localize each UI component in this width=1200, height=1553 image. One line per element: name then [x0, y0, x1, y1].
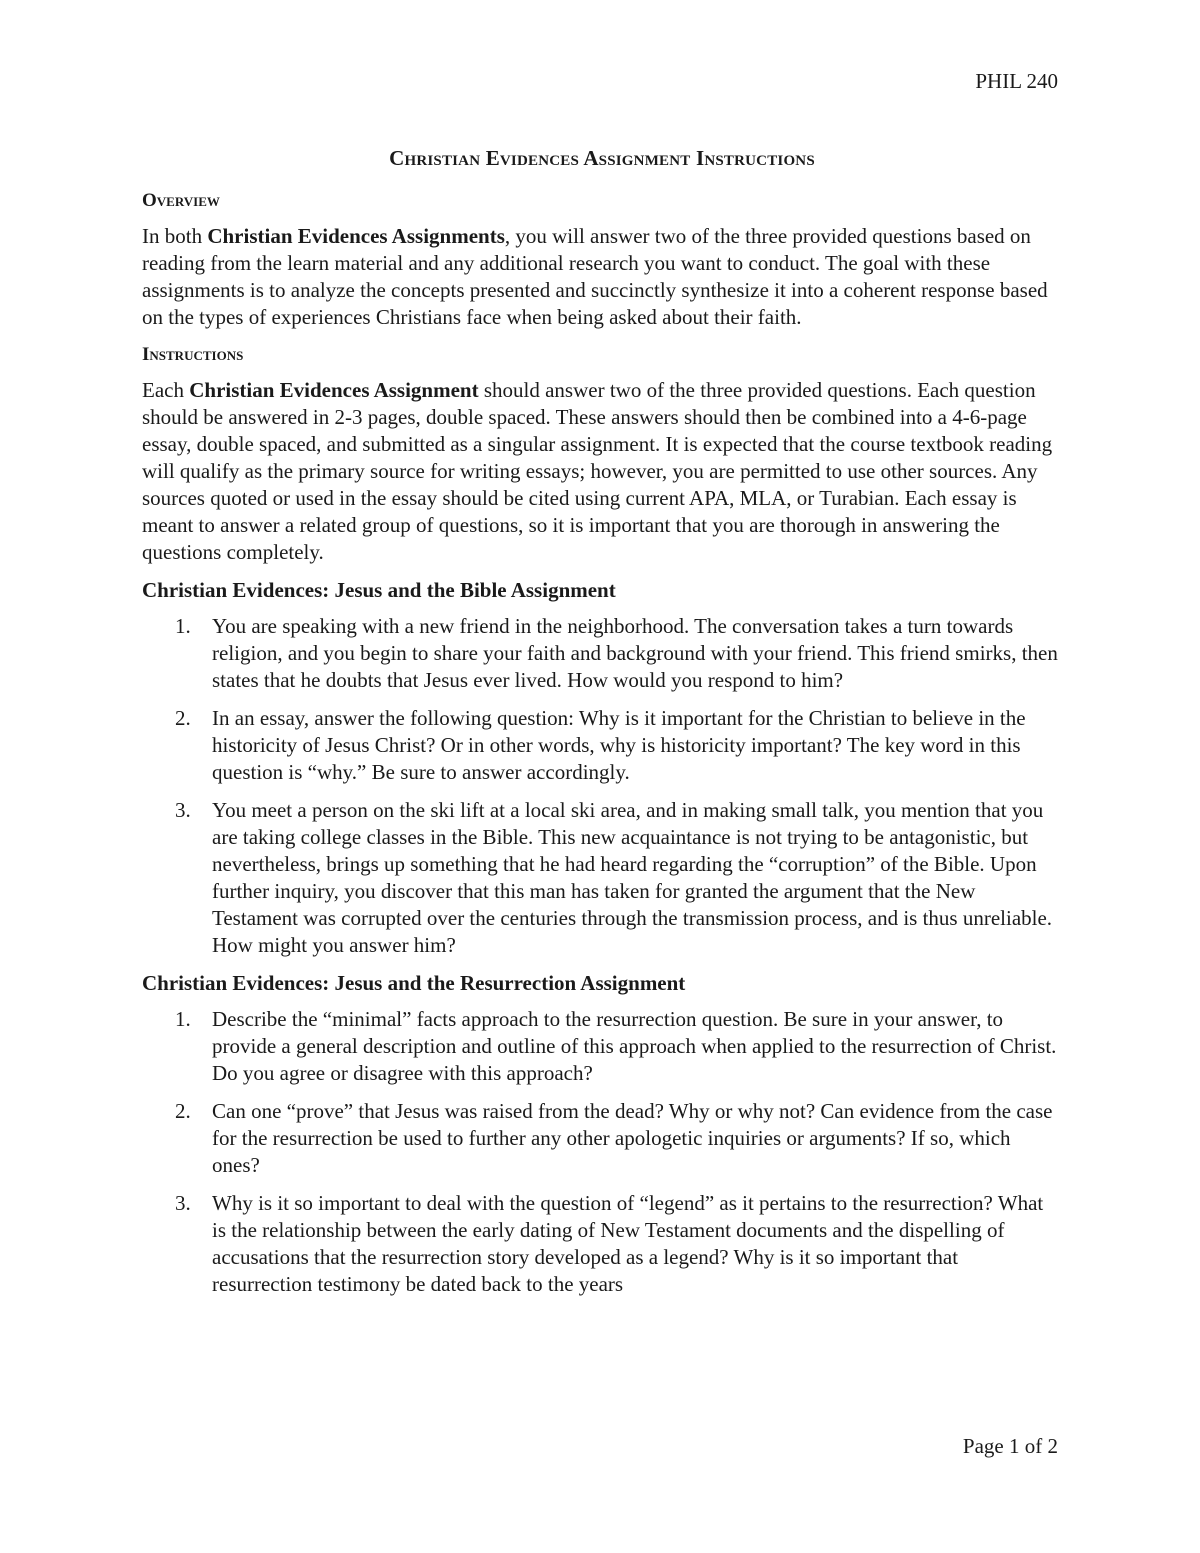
list-item: 1. Describe the “minimal” facts approach to the resurrection question. Be sure in your answer, to provide a general description and outline of this approach when applied to the resurrection of Christ. Do you agree or disagree with this approach?: [175, 1007, 1057, 1085]
instructions-heading: Instructions: [142, 344, 244, 365]
overview-heading: Overview: [142, 190, 220, 211]
list-item: 2. Can one “prove” that Jesus was raised from the dead? Why or why not? Can evidence from the case for the resurrection be used to further any other apologetic inquiries or arguments? If so, which ones?: [175, 1099, 1053, 1177]
bible-assignment-questions: [142, 613, 1062, 959]
course-code: PHIL 240: [975, 69, 1058, 93]
resurrection-assignment-heading: Christian Evidences: Jesus and the Resurrection Assignment: [142, 971, 686, 995]
document-body: [142, 144, 1062, 1309]
list-item: 1. You are speaking with a new friend in the neighborhood. The conversation takes a turn towards religion, and you begin to share your faith and background with your friend. This friend smirks, then states that he doubts that Jesus ever lived. How would you respond to him?: [175, 614, 1058, 692]
bible-assignment-heading: Christian Evidences: Jesus and the Bible Assignment: [142, 578, 616, 602]
instructions-bold-term: Christian Evidences Assignment: [189, 378, 479, 402]
instructions-paragraph: Each Christian Evidences Assignment should answer two of the three provided questions. Each question should be answered in 2-3 pages, double spaced. These answers should then be combined into a 4-6-page essay, double spaced, and submitted as a singular assignment. It is expected that the course textbook reading will qualify as the primary source for writing essays; however, you are permitted to use other sources. Any sources quoted or used in the essay should be cited using current APA, MLA, or Turabian. Each essay is meant to answer a related group of questions, so it is important that you are thorough in answering the questions completely.: [142, 378, 1053, 564]
document-title: Christian Evidences Assignment Instructions: [389, 146, 815, 170]
overview-bold-term: Christian Evidences Assignments: [207, 224, 505, 248]
resurrection-assignment-questions: [142, 1006, 1062, 1298]
list-item: 3. You meet a person on the ski lift at a local ski area, and in making small talk, you mention that you are taking college classes in the Bible. This new acquaintance is not trying to be antagonistic, but nevertheless, brings up something that he had heard regarding the “corruption” of the Bible. Upon further inquiry, you discover that this man has taken for granted the argument that the New Testament was corrupted over the centuries through the transmission process, and is thus unreliable. How might you answer him?: [175, 798, 1053, 957]
overview-paragraph: In both Christian Evidences Assignments, you will answer two of the three provided questions based on reading from the learn material and any additional research you want to conduct. The goal with these assignments is to analyze the concepts presented and succinctly synthesize it into a coherent response based on the types of experiences Christians face when being asked about their faith.: [142, 224, 1048, 329]
page-number: Page 1 of 2: [962, 1434, 1058, 1458]
list-item: 2. In an essay, answer the following question: Why is it important for the Christian to believe in the historicity of Jesus Christ? Or in other words, why is historicity important? The key word in this question is “why.” Be sure to answer accordingly.: [175, 706, 1026, 784]
list-item: 3. Why is it so important to deal with the question of “legend” as it pertains to the resurrection? What is the relationship between the early dating of New Testament documents and the dispelling of accusations that the resurrection story developed as a legend? Why is it so important that resurrection testimony be dated back to the years: [175, 1191, 1044, 1296]
